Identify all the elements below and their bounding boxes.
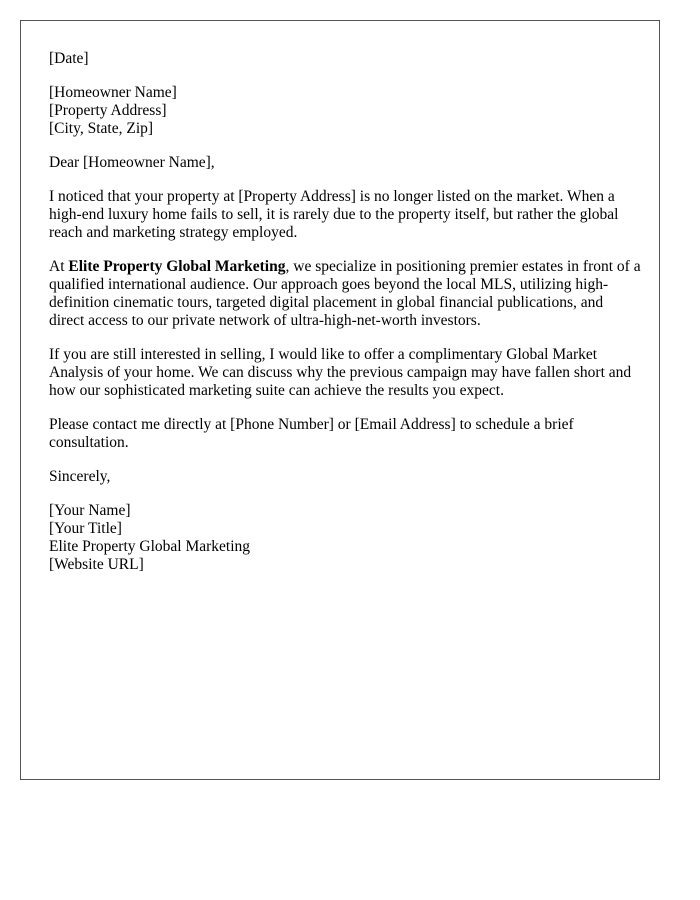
- letter-page: [20, 20, 660, 780]
- letter-body: [49, 50, 641, 590]
- signature-website: [Website URL]: [49, 556, 144, 573]
- recipient-address-block: [49, 84, 641, 138]
- recipient-city-state-zip: [City, State, Zip]: [49, 120, 154, 137]
- closing: [49, 468, 641, 486]
- paragraph-intro: I noticed that your property at [Property Address] is no longer listed on the market. When a high-end luxury home fails to sell, it is rarely due to the property itself, but rather the global reach and marketing strategy employed.: [49, 188, 619, 241]
- signature-company: Elite Property Global Marketing: [49, 538, 251, 555]
- date-line: [49, 50, 641, 68]
- recipient-name: [Homeowner Name]: [49, 84, 177, 101]
- company-name-bold: Elite Property Global Marketing: [68, 258, 286, 275]
- paragraph-company-prefix: At: [49, 258, 69, 275]
- paragraph-company: [49, 258, 641, 330]
- paragraph-offer: If you are still interested in selling, I would like to offer a complimentary Global Market Analysis of your home. We can discuss why the previous campaign may have fallen short and how our sophisticated marketing suite can achieve the results you expect.: [49, 346, 632, 399]
- letter-date: [Date]: [49, 50, 89, 67]
- paragraph-contact: Please contact me directly at [Phone Number] or [Email Address] to schedule a brief consultation.: [49, 416, 574, 451]
- signature-block: [49, 502, 641, 574]
- salutation-text: Dear [Homeowner Name],: [49, 154, 215, 171]
- recipient-property-address: [Property Address]: [49, 102, 167, 119]
- closing-text: Sincerely,: [49, 468, 111, 485]
- salutation: [49, 154, 641, 172]
- paragraph-company-rest: , we specialize in positioning premier estates in front of a qualified international audience. Our approach goes beyond the local MLS, utilizing high-definition cinematic tours, targeted digital placement in global financial publications, and direct access to our private network of ultra-high-net-worth investors.: [49, 258, 641, 329]
- signature-name: [Your Name]: [49, 502, 131, 519]
- signature-title: [Your Title]: [49, 520, 122, 537]
